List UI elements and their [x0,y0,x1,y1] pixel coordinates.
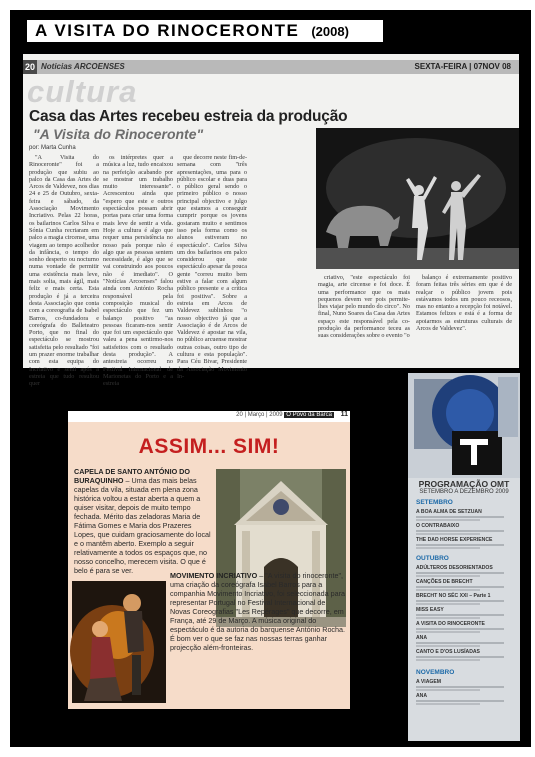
issue-date: SEXTA-FEIRA | 07NOV 08 [414,62,511,71]
poster-title: PROGRAMAÇÃO OMT [418,479,510,489]
event-item [416,649,516,661]
event-title: THE DAD HORSE EXPERIENCE [416,537,493,543]
incriativo-text: – "A visita do rinoceronte", uma criação da coreógrafa Isabel Barros para a companhia Movimento Incriativo, foi seleccionada para representar Portugal no Festival Internacional de Novas Coreografias "Les Repérages" que decorre, em França, até 29 de Março. A música original do espectáculo é da autoria do barquense António Rocha. É bom ver o que se faz nas nossas terras ganhar projecção além-fronteiras. [170,571,346,652]
event-item [416,523,516,535]
event-item [416,621,516,633]
column-text: que decorre neste fim-de-semana com "três apresentações, uma para o público escolar e duas para o público geral sendo o primeiro público o nosso principal objectivo e julgo que estamos a conseguir cumprir porque os jovens gostaram muito e sentimos isso pela forma como os alunos estiveram no espectáculo". Carlos Silva um dos bailarinos em palco considerou que este espectáculo apesar da pouca gente "correu muito bem estive a falar com algum público presente e a crítica foi positiva". Sobre a estreia em Arcos de Valdevez sublinhou "o nosso objectivo já que a Associação é de Arcos de Valdevez é apostar na vila, no público arcuense mostrar outras coisas, outro tipo de cultura e esta população". Para Céu Bivar, Presidente da Associação Movimento In- [177,154,247,380]
chapel-label: CAPELA DE SANTO ANTÓNIO DO BURAQUINHO [74,467,190,485]
event-title: ANA [416,635,428,641]
event-item [416,693,516,705]
article-column-3 [177,154,247,380]
section-title: cultura [27,74,138,109]
event-item [416,607,516,619]
article-title: ASSIM... SIM! [138,435,280,458]
newspaper-clipping-noticias-arcoenses [23,54,519,388]
event-title: CANÇÕES DE BRECHT [416,579,473,585]
column-text: "A Visita do Rinoceronte" foi a produção que subiu ao palco da Casa das Artes de Arcos de Valdevez, nos dias 24 e 25 de Outubro, sexta-feira e sábado, da Associação Movimento Incriativo. Pelas 22 horas, os bailarinos Carlos Silva e Sónia Cunha recriaram em palco a magia circense, uma viagem ao tempo acolhedor da infância, o tempo do sonho desperto ou nocturno numa vontade de permitir uma existência mais leve, mais solta, mais ágil, mais feliz e mais certa. Esta produção é já a terceira desta Associação que conta com a coreografia de Isabel Barros, co-fundadora e coreógrafa do Balleteatro Porto, que no final do espectáculo se mostrou satisfeita pelo resultado "foi um prazer enorme trabalhar com esta equipa do Incriativo e senti após a estreia que tudo resultou quer [29,154,99,388]
omt-programme-poster [408,373,520,741]
document-title: A VISITA DO RINOCERONTE [35,21,300,40]
header-date-newspaper [236,412,334,418]
article-column-1 [29,154,99,388]
article-headline: Casa das Artes recebeu estreia da produção [29,108,348,125]
event-title: CANTO E D'OS LUSÍADAS [416,649,480,655]
event-item [416,579,516,591]
newspaper-logo: Noticias ARCOENSES [41,62,125,71]
event-item [416,565,516,577]
page-number: 11 [340,411,348,418]
month-heading-september: SETEMBRO [416,499,453,506]
event-title: ANA [416,693,428,699]
month-heading-november: NOVEMBRO [416,669,455,676]
dancers-photo [72,581,166,703]
column-text: criativo, "este espectáculo foi magia, arte circense e foi doce. É uma performance que os mais pequenos devem ver pois permite-lhes viajar pelo mundo do circo". No final, Nuno Soares da Casa das Artes espaço este responsável pela co-produção da performance teceu as suas considerações sobre o evento "o [318,274,410,340]
event-title: BRECHT NO SÉC XXI – Parte 1 [416,593,491,599]
event-title: A VIAGEM [416,679,441,685]
event-title: A VISITA DO RINOCERONTE [416,621,485,627]
page-number: 20 [24,62,35,72]
chapel-paragraph [74,467,212,579]
event-title: O CONTRABAIXO [416,523,460,529]
event-title: A BOA ALMA DE SETZUAN [416,509,482,515]
newspaper-name: O Povo da Barca [286,412,332,418]
event-item [416,679,516,691]
month-heading-october: OUTUBRO [416,555,449,562]
poster-period: SETEMBRO A DEZEMBRO 2009 [419,489,509,495]
article-byline: por: Marta Cunha [29,145,76,151]
event-item [416,593,516,605]
dancers-rhino-photo [316,128,519,269]
column-text: os intérpretes quer a música a luz, tudo encaixou na perfeição acabando por se mostrar um trabalho muito interessante". Acrescentou ainda que "espero que este e outros espectáculos possam abrir portas para criar uma forma mais leve de sentir a vida. Hoje a cultura é algo que requer uma persistência no nosso país porque não é algo que as pessoas sentem necessidade, é algo que se vai construindo aos poucos não é imediato". O "Notícias Arcoenses" falou ainda com António Rocha responsável pela composição musical do espectáculo que fez um balanço positivo "as pessoas ficaram-nos sentir que foi um espectáculo que valeu a pena sentirmo-nos satisfeitos com o resultado desta produção". A antestreia ocorreu no Festival Internacional de Marionetas do Porto e a estreia [103,154,173,388]
article-subheadline: "A Visita do Rinoceronte" [33,126,204,142]
article-column-5 [416,274,512,366]
incriativo-label: MOVIMENTO INCRIATIVO [170,571,258,580]
clipping-header [68,411,350,422]
chapel-text: – Uma das mais belas capelas da vila, situada em plena zona histórica voltou a estar aberta a quem a quiser visitar, depois de muito tempo fechada. Mérito das zeladoras Maria de Fátima Gomes e Maria dos Prazeres Lopes, que cuidam graciosamente do local e o mantêm aberto. Exemplo a seguir relativamente a todos os espaços que, no nosso concelho, merecem visita. O que é belo é para se ver. [74,476,211,575]
article-column-2 [103,154,173,388]
clipping-header-bar [23,60,519,74]
event-item [416,509,516,521]
poster-artwork [408,373,520,478]
event-title: ADÚLTEROS DESORIENTADOS [416,565,493,571]
event-item [416,635,516,647]
article-column-4 [318,274,410,366]
document-title-banner [26,19,384,43]
newspaper-clipping-povo-da-barca [68,411,350,709]
event-title: MISS EASY [416,607,444,613]
document-year: (2008) [311,23,349,39]
header-date: 20 | Março | 2009 [236,412,283,418]
event-item [416,537,516,549]
column-text: balanço é extremamente positivo foram feitas três séries em que é de realçar o público jovem pois estávamos todos um pouco receosos, mas no entanto a recepção foi notável. Estamos felizes e está é a forma de apoiarmos as estruturas culturais de Arcos de Valdevez". [416,274,512,333]
